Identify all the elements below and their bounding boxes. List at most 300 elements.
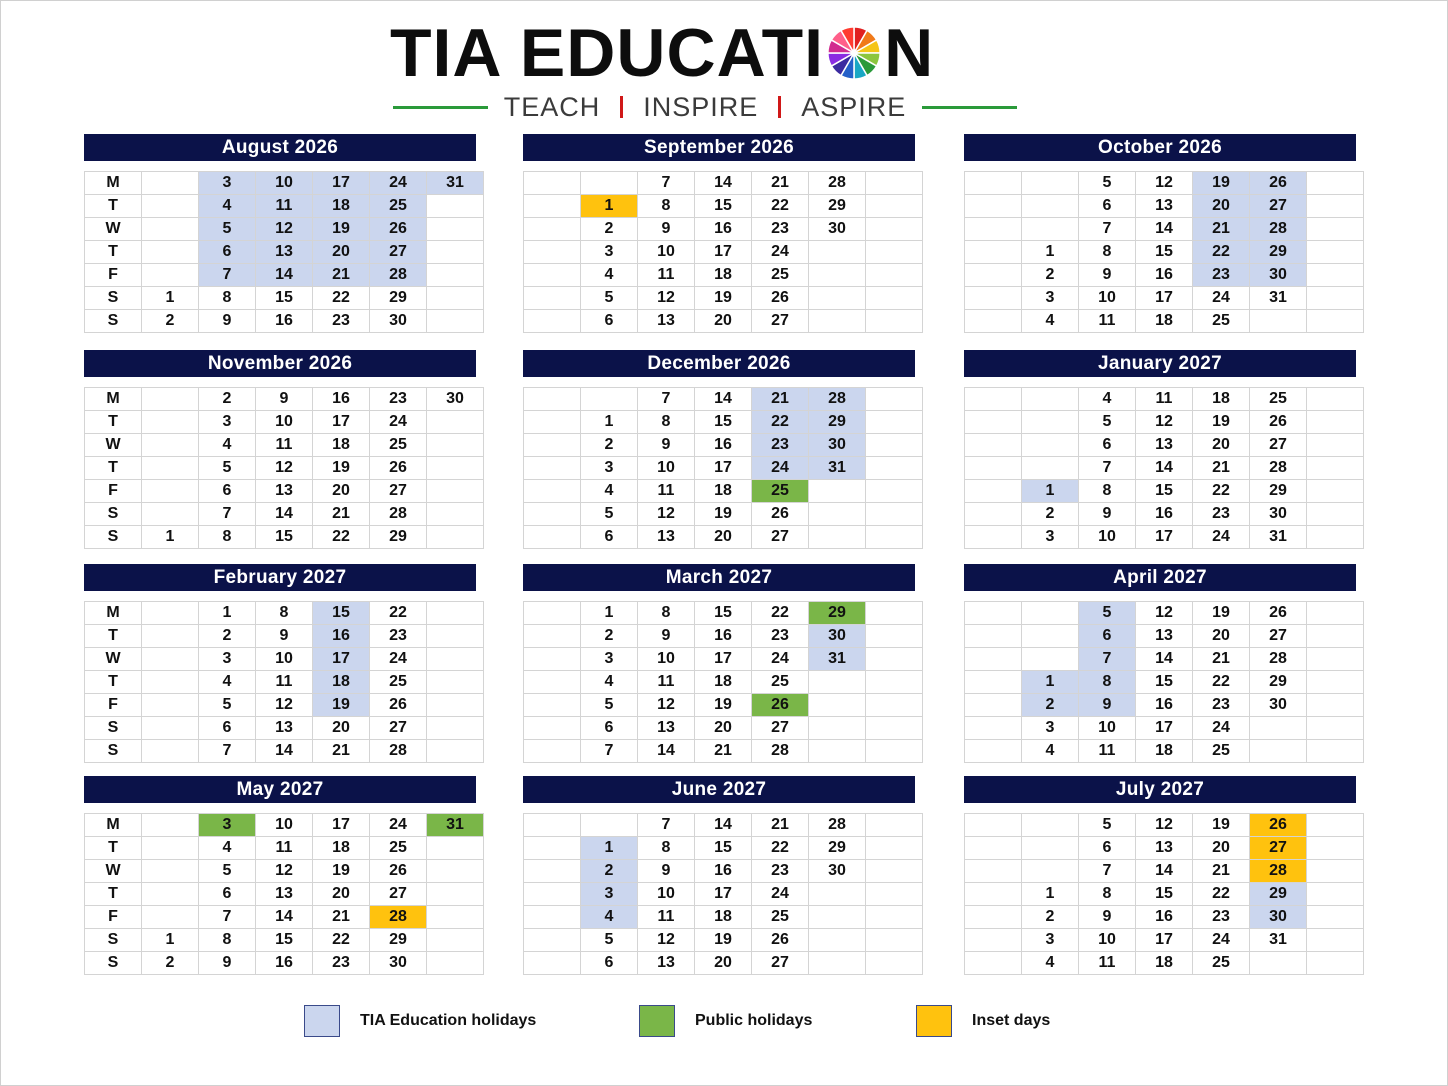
weekday-label <box>965 480 1022 503</box>
date-cell <box>1022 411 1079 434</box>
weekday-row <box>524 264 923 287</box>
weekday-row <box>85 457 484 480</box>
weekday-label <box>965 814 1022 837</box>
date-cell <box>1022 837 1079 860</box>
date-cell: 1 <box>142 526 199 549</box>
date-cell <box>142 434 199 457</box>
month-card <box>964 776 1356 975</box>
tagline-word-inspire: INSPIRE <box>643 91 759 122</box>
weekday-label: T <box>85 837 142 860</box>
weekday-row <box>524 287 923 310</box>
weekday-row <box>85 195 484 218</box>
date-cell: 3 <box>199 648 256 671</box>
date-cell: 4 <box>1022 740 1079 763</box>
weekday-label: F <box>85 906 142 929</box>
date-cell: 26 <box>370 860 427 883</box>
date-cell: 3 <box>1022 526 1079 549</box>
date-cell: 21 <box>313 740 370 763</box>
weekday-row <box>965 503 1364 526</box>
date-cell <box>427 411 484 434</box>
date-cell: 17 <box>313 411 370 434</box>
date-cell: 9 <box>199 952 256 975</box>
weekday-row <box>85 503 484 526</box>
date-cell: 20 <box>1193 625 1250 648</box>
weekday-row <box>85 837 484 860</box>
date-cell: 2 <box>142 952 199 975</box>
date-cell: 16 <box>1136 906 1193 929</box>
weekday-label: T <box>85 883 142 906</box>
tagline-right-rule <box>922 106 1017 109</box>
date-cell: 11 <box>256 837 313 860</box>
weekday-row <box>524 952 923 975</box>
date-cell: 26 <box>1250 411 1307 434</box>
weekday-label: T <box>85 457 142 480</box>
date-cell: 27 <box>752 310 809 333</box>
date-cell <box>866 434 923 457</box>
date-cell <box>142 411 199 434</box>
date-cell: 18 <box>313 837 370 860</box>
date-cell: 17 <box>1136 929 1193 952</box>
date-cell: 24 <box>370 814 427 837</box>
date-cell: 22 <box>313 287 370 310</box>
date-cell: 17 <box>695 883 752 906</box>
date-cell: 21 <box>313 264 370 287</box>
date-cell: 31 <box>1250 287 1307 310</box>
date-cell <box>142 172 199 195</box>
date-cell: 9 <box>638 625 695 648</box>
date-cell <box>142 814 199 837</box>
weekday-label: S <box>85 740 142 763</box>
date-cell: 22 <box>752 602 809 625</box>
date-cell: 12 <box>1136 602 1193 625</box>
date-cell: 15 <box>256 929 313 952</box>
weekday-label: S <box>85 952 142 975</box>
weekday-label: T <box>85 671 142 694</box>
date-cell <box>427 480 484 503</box>
date-cell: 6 <box>581 310 638 333</box>
date-cell: 14 <box>256 906 313 929</box>
date-cell: 26 <box>752 929 809 952</box>
legend-label-tia: TIA Education holidays <box>360 1012 537 1029</box>
month-card <box>84 350 476 549</box>
date-cell <box>1307 814 1364 837</box>
date-cell: 13 <box>638 526 695 549</box>
weekday-label <box>524 694 581 717</box>
date-cell <box>142 457 199 480</box>
date-cell <box>809 503 866 526</box>
weekday-row <box>965 694 1364 717</box>
date-cell <box>1022 860 1079 883</box>
date-cell: 23 <box>1193 694 1250 717</box>
date-cell <box>427 694 484 717</box>
date-cell: 14 <box>695 814 752 837</box>
date-cell: 14 <box>1136 648 1193 671</box>
date-cell <box>866 218 923 241</box>
date-cell <box>809 694 866 717</box>
date-cell: 21 <box>1193 457 1250 480</box>
date-cell: 19 <box>313 457 370 480</box>
date-cell: 5 <box>199 694 256 717</box>
date-cell: 8 <box>199 526 256 549</box>
month-title: October 2026 <box>964 134 1356 161</box>
date-cell <box>142 717 199 740</box>
date-cell <box>809 310 866 333</box>
date-cell: 2 <box>142 310 199 333</box>
date-cell: 30 <box>809 625 866 648</box>
weekday-row <box>965 952 1364 975</box>
month-title: May 2027 <box>84 776 476 803</box>
date-cell <box>1307 860 1364 883</box>
date-cell: 5 <box>1079 602 1136 625</box>
date-cell: 25 <box>752 671 809 694</box>
weekday-label <box>965 602 1022 625</box>
weekday-row <box>965 717 1364 740</box>
weekday-row <box>85 218 484 241</box>
date-cell: 17 <box>695 241 752 264</box>
date-cell: 29 <box>370 929 427 952</box>
date-cell: 3 <box>1022 717 1079 740</box>
weekday-label <box>965 648 1022 671</box>
weekday-row <box>965 434 1364 457</box>
date-cell: 14 <box>256 264 313 287</box>
date-cell: 15 <box>695 411 752 434</box>
brand-title-start: TIA EDUCATI <box>390 15 825 91</box>
date-cell: 9 <box>256 388 313 411</box>
date-cell: 31 <box>427 814 484 837</box>
date-cell <box>1307 172 1364 195</box>
date-cell <box>427 434 484 457</box>
date-cell <box>1250 717 1307 740</box>
weekday-label <box>524 264 581 287</box>
date-cell: 11 <box>1079 310 1136 333</box>
date-cell: 3 <box>1022 287 1079 310</box>
date-cell: 8 <box>638 602 695 625</box>
month-title: June 2027 <box>523 776 915 803</box>
date-cell: 13 <box>638 310 695 333</box>
date-cell: 3 <box>581 883 638 906</box>
date-cell <box>142 241 199 264</box>
date-cell: 28 <box>1250 457 1307 480</box>
date-cell <box>1307 648 1364 671</box>
date-cell: 21 <box>313 503 370 526</box>
weekday-row <box>965 218 1364 241</box>
weekday-row <box>524 860 923 883</box>
date-cell: 14 <box>695 172 752 195</box>
date-cell: 6 <box>581 526 638 549</box>
date-cell <box>1022 625 1079 648</box>
date-cell: 26 <box>752 287 809 310</box>
weekday-label <box>965 906 1022 929</box>
legend-label-public: Public holidays <box>695 1012 813 1029</box>
date-cell: 4 <box>581 480 638 503</box>
date-cell: 2 <box>1022 264 1079 287</box>
date-cell: 24 <box>752 883 809 906</box>
weekday-row <box>85 310 484 333</box>
date-cell: 22 <box>1193 241 1250 264</box>
date-cell: 27 <box>370 717 427 740</box>
date-cell: 7 <box>1079 457 1136 480</box>
weekday-label <box>965 503 1022 526</box>
date-cell: 5 <box>581 694 638 717</box>
date-cell <box>142 264 199 287</box>
date-cell: 22 <box>752 411 809 434</box>
date-cell: 3 <box>581 457 638 480</box>
weekday-row <box>85 602 484 625</box>
date-cell: 16 <box>1136 264 1193 287</box>
date-cell <box>1250 310 1307 333</box>
date-cell: 4 <box>199 837 256 860</box>
date-cell <box>1307 717 1364 740</box>
weekday-row <box>85 287 484 310</box>
weekday-label <box>524 602 581 625</box>
weekday-row <box>524 694 923 717</box>
weekday-label: S <box>85 287 142 310</box>
weekday-row <box>524 503 923 526</box>
date-cell: 29 <box>809 195 866 218</box>
date-cell <box>866 602 923 625</box>
weekday-row <box>965 740 1364 763</box>
date-cell: 23 <box>1193 264 1250 287</box>
date-cell <box>1307 411 1364 434</box>
date-cell: 20 <box>313 480 370 503</box>
tagline-word-teach: TEACH <box>503 91 601 122</box>
date-cell: 29 <box>1250 883 1307 906</box>
date-cell: 12 <box>256 694 313 717</box>
date-cell: 12 <box>1136 814 1193 837</box>
month-card <box>84 564 476 763</box>
date-cell <box>581 172 638 195</box>
date-cell: 10 <box>1079 929 1136 952</box>
month-table <box>964 813 1364 975</box>
date-cell: 22 <box>752 195 809 218</box>
date-cell: 17 <box>313 814 370 837</box>
date-cell <box>427 526 484 549</box>
month-title: August 2026 <box>84 134 476 161</box>
date-cell: 10 <box>256 411 313 434</box>
date-cell: 19 <box>1193 814 1250 837</box>
weekday-row <box>965 625 1364 648</box>
weekday-row <box>524 526 923 549</box>
date-cell <box>809 740 866 763</box>
weekday-row <box>965 287 1364 310</box>
date-cell: 15 <box>256 287 313 310</box>
date-cell <box>809 929 866 952</box>
month-title: April 2027 <box>964 564 1356 591</box>
date-cell: 30 <box>1250 503 1307 526</box>
date-cell: 1 <box>1022 671 1079 694</box>
date-cell <box>1307 503 1364 526</box>
date-cell <box>1307 740 1364 763</box>
date-cell: 20 <box>695 717 752 740</box>
tagline-separator <box>778 96 781 118</box>
weekday-row <box>965 264 1364 287</box>
date-cell: 28 <box>370 264 427 287</box>
date-cell <box>866 648 923 671</box>
weekday-row <box>85 434 484 457</box>
date-cell: 2 <box>1022 503 1079 526</box>
date-cell: 20 <box>1193 837 1250 860</box>
weekday-label: W <box>85 860 142 883</box>
date-cell: 22 <box>1193 480 1250 503</box>
date-cell <box>1022 648 1079 671</box>
date-cell <box>866 671 923 694</box>
date-cell <box>142 860 199 883</box>
date-cell: 25 <box>1193 310 1250 333</box>
date-cell: 4 <box>581 671 638 694</box>
date-cell: 24 <box>1193 287 1250 310</box>
date-cell <box>427 648 484 671</box>
weekday-row <box>524 648 923 671</box>
date-cell: 10 <box>638 648 695 671</box>
weekday-label <box>965 526 1022 549</box>
date-cell <box>142 740 199 763</box>
weekday-label <box>965 860 1022 883</box>
date-cell: 20 <box>313 717 370 740</box>
date-cell: 19 <box>1193 602 1250 625</box>
date-cell: 7 <box>638 814 695 837</box>
date-cell: 10 <box>638 241 695 264</box>
date-cell: 28 <box>370 503 427 526</box>
date-cell: 29 <box>1250 480 1307 503</box>
date-cell <box>427 310 484 333</box>
date-cell: 1 <box>142 929 199 952</box>
date-cell: 11 <box>638 264 695 287</box>
date-cell <box>1307 952 1364 975</box>
date-cell: 13 <box>1136 434 1193 457</box>
date-cell: 24 <box>752 648 809 671</box>
date-cell <box>866 172 923 195</box>
date-cell: 7 <box>199 906 256 929</box>
date-cell: 27 <box>370 883 427 906</box>
date-cell: 14 <box>256 740 313 763</box>
date-cell: 28 <box>1250 860 1307 883</box>
date-cell: 18 <box>695 906 752 929</box>
date-cell: 16 <box>695 434 752 457</box>
date-cell: 11 <box>256 434 313 457</box>
date-cell <box>1307 195 1364 218</box>
date-cell: 9 <box>256 625 313 648</box>
date-cell <box>866 264 923 287</box>
date-cell <box>866 625 923 648</box>
date-cell: 8 <box>199 287 256 310</box>
date-cell <box>142 503 199 526</box>
brand-logo <box>390 14 1030 94</box>
date-cell: 7 <box>1079 218 1136 241</box>
date-cell: 30 <box>1250 264 1307 287</box>
month-table <box>84 387 484 549</box>
date-cell: 30 <box>370 310 427 333</box>
date-cell: 23 <box>752 434 809 457</box>
date-cell <box>1307 906 1364 929</box>
date-cell: 2 <box>581 218 638 241</box>
date-cell: 14 <box>638 740 695 763</box>
date-cell: 2 <box>581 434 638 457</box>
date-cell <box>427 952 484 975</box>
date-cell <box>866 503 923 526</box>
date-cell: 8 <box>1079 241 1136 264</box>
date-cell: 6 <box>199 883 256 906</box>
tagline-word-aspire: ASPIRE <box>801 91 907 122</box>
date-cell: 12 <box>1136 172 1193 195</box>
date-cell: 25 <box>370 434 427 457</box>
date-cell: 29 <box>1250 241 1307 264</box>
weekday-row <box>965 883 1364 906</box>
date-cell: 12 <box>638 287 695 310</box>
date-cell: 15 <box>1136 241 1193 264</box>
weekday-row <box>524 906 923 929</box>
month-title: November 2026 <box>84 350 476 377</box>
date-cell: 27 <box>752 717 809 740</box>
weekday-label <box>965 457 1022 480</box>
date-cell <box>1307 602 1364 625</box>
weekday-label <box>965 388 1022 411</box>
weekday-label <box>524 241 581 264</box>
date-cell: 4 <box>1022 952 1079 975</box>
weekday-row <box>524 434 923 457</box>
weekday-label <box>965 952 1022 975</box>
date-cell: 12 <box>256 860 313 883</box>
date-cell <box>1307 434 1364 457</box>
date-cell: 15 <box>1136 480 1193 503</box>
weekday-label <box>965 310 1022 333</box>
legend-swatch-inset <box>916 1005 952 1037</box>
month-card <box>84 134 476 333</box>
date-cell <box>427 906 484 929</box>
date-cell <box>866 837 923 860</box>
date-cell: 6 <box>199 717 256 740</box>
date-cell <box>866 195 923 218</box>
date-cell: 20 <box>695 526 752 549</box>
date-cell: 10 <box>1079 287 1136 310</box>
date-cell: 26 <box>752 503 809 526</box>
month-card <box>523 776 915 975</box>
date-cell: 1 <box>581 837 638 860</box>
date-cell: 27 <box>370 241 427 264</box>
date-cell: 25 <box>370 671 427 694</box>
month-title: January 2027 <box>964 350 1356 377</box>
date-cell <box>1250 740 1307 763</box>
date-cell <box>142 218 199 241</box>
date-cell: 5 <box>199 218 256 241</box>
date-cell <box>866 388 923 411</box>
date-cell: 10 <box>638 883 695 906</box>
date-cell: 31 <box>809 648 866 671</box>
date-cell: 9 <box>638 434 695 457</box>
date-cell: 21 <box>1193 860 1250 883</box>
month-table <box>84 813 484 975</box>
weekday-label: S <box>85 526 142 549</box>
weekday-row <box>965 526 1364 549</box>
date-cell: 23 <box>1193 906 1250 929</box>
weekday-row <box>85 814 484 837</box>
date-cell: 12 <box>638 929 695 952</box>
date-cell <box>809 671 866 694</box>
weekday-label <box>524 195 581 218</box>
weekday-label: M <box>85 814 142 837</box>
weekday-row <box>524 388 923 411</box>
date-cell: 1 <box>581 602 638 625</box>
date-cell: 19 <box>695 503 752 526</box>
date-cell: 28 <box>1250 648 1307 671</box>
weekday-label: M <box>85 172 142 195</box>
date-cell: 9 <box>638 218 695 241</box>
date-cell: 22 <box>1193 883 1250 906</box>
date-cell: 18 <box>695 264 752 287</box>
month-table <box>84 601 484 763</box>
date-cell: 17 <box>313 648 370 671</box>
weekday-row <box>524 814 923 837</box>
date-cell: 2 <box>199 388 256 411</box>
